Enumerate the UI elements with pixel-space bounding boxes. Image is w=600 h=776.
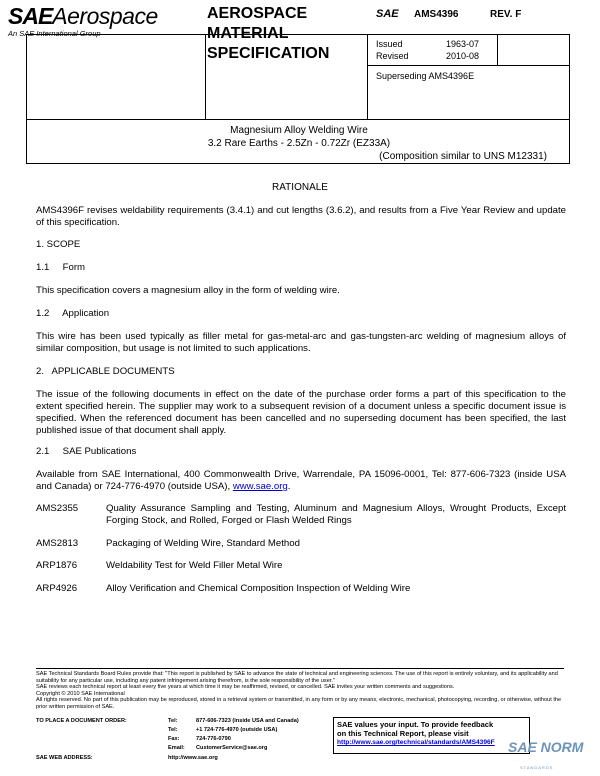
watermark-subtext: STANDARDS [520,765,554,770]
web-label: SAE WEB ADDRESS: [36,755,93,761]
document-type [207,4,329,64]
section-heading: 1.1 Form [36,262,86,273]
doc-type-line: AEROSPACE [207,5,308,22]
section-heading: 1. SCOPE [36,239,81,250]
contact-value: 724-776-0790 [196,736,231,742]
order-label: TO PLACE A DOCUMENT ORDER: [36,718,127,724]
divider [205,35,206,120]
logo-rest: Aerospace [52,3,158,29]
contact-label: Tel: [168,718,178,724]
reference-code: AMS2813 [36,538,79,549]
reference-description: Packaging of Welding Wire, Standard Method [106,538,300,549]
reference-code: ARP4926 [36,583,78,594]
section-heading: 2.1 SAE Publications [36,446,137,457]
feedback-text: on this Technical Report, please visit [337,729,469,738]
section-text [36,469,566,493]
contact-value: 877-606-7323 (inside USA and Canada) [196,718,299,724]
feedback-link[interactable]: http://www.sae.org/technical/standards/AMS4396F [337,739,495,746]
section-heading: 2. APPLICABLE DOCUMENTS [36,366,175,377]
sae-website-link[interactable]: www.sae.org [232,481,288,492]
reference-description: Quality Assurance Sampling and Testing, Aluminum and Magnesium Alloys, Wrought Products, Except Forging Stock, and Rolled, Forged or Flash Welded Rings [106,503,566,526]
revised-date: 2010-08 [446,51,480,61]
reference-description: Alloy Verification and Chemical Composition Inspection of Welding Wire [106,583,411,594]
footer-line: Copyright © 2010 SAE International [36,690,125,697]
punctuation: . [287,481,291,492]
feedback-text: SAE values your input. To provide feedback [337,720,494,729]
issued-label: Issued [376,39,403,49]
divider [367,35,368,120]
web-address-link[interactable]: http://www.sae.org [168,755,218,761]
rationale-text: AMS4396F revises weldability requirements (3.4.1) and cut lengths (3.6.2), and results from a Five Year Review and update of this specification. [36,205,566,228]
footer-rule [36,668,564,669]
footer-line: SAE Technical Standards Board Rules provide that: "This report is published by SAE to advance the state of technical and engineering sciences. The use of this report is entirely voluntary, and its applicability and suitability for any particular use, including any patent infringement arising therefrom, is the sole responsibility of the user." [36,671,558,684]
section-text: This specification covers a magnesium alloy in the form of welding wire. [36,285,340,296]
contact-value: +1 724-776-4970 (outside USA) [196,727,278,733]
logo-tagline: An SAE International Group [8,29,101,38]
reference-code: AMS2355 [36,503,79,514]
title-line: (Composition similar to UNS M12331) [379,151,547,162]
contact-label: Email: [168,745,185,751]
divider [367,65,570,66]
sae-aerospace-logo [8,4,204,38]
superseding-note: Superseding AMS4396E [376,71,475,81]
logo-bold: SAE [8,3,53,29]
rationale-heading: RATIONALE [272,182,328,193]
contact-label: Tel: [168,727,178,733]
divider [497,35,498,65]
watermark-logo: SAE NORM [508,739,584,755]
footer-legal [36,671,564,711]
section-text: The issue of the following documents in effect on the date of the purchase order forms a part of this specification to the extent specified herein. The supplier may work to a subsequent revision of a document unless a specific document issue is specified. When the referenced document has been cancelled and no superseding document has been specified, the last published issue of that document shall apply. [36,389,566,436]
footer-line: All rights reserved. No part of this publication may be reproduced, stored in a retrieval system or transmitted, in any form or by any means, electronic, mechanical, photocopying, recording, or otherwise, without the prior written permission of SAE. [36,697,562,710]
revision-label: REV. F [490,9,522,20]
section-text: This wire has been used typically as filler metal for gas-metal-arc and gas-tungsten-arc welding of magnesium alloys of similar composition, but usage is not limited to such applications. [36,331,566,354]
contact-label: Fax: [168,736,180,742]
reference-description: Weldability Test for Weld Filler Metal Wire [106,560,283,571]
section-heading: 1.2 Application [36,308,110,319]
email-link[interactable]: CustomerService@sae.org [196,745,268,751]
sae-mini-logo: SAE [376,8,399,20]
issued-date: 1963-07 [446,39,480,49]
feedback-box [333,717,530,754]
footer-line: SAE reviews each technical report at least every five years at which time it may be reaffirmed, revised, or cancelled. SAE invites your written comments and suggestions. [36,684,455,691]
reference-code: ARP1876 [36,560,78,571]
title-box [26,120,570,164]
doc-type-line: MATERIAL [207,25,289,42]
title-line: 3.2 Rare Earths - 2.5Zn - 0.72Zr (EZ33A) [207,138,391,149]
doc-type-line: SPECIFICATION [207,45,330,62]
title-line: Magnesium Alloy Welding Wire [230,125,368,136]
publications-text: Available from SAE International, 400 Commonwealth Drive, Warrendale, PA 15096-0001, Tel: 877-606-7323 (inside USA and Canada) or 724-776-4970 (outside USA), [36,469,566,492]
document-number: AMS4396 [414,9,459,20]
revised-label: Revised [376,51,409,61]
